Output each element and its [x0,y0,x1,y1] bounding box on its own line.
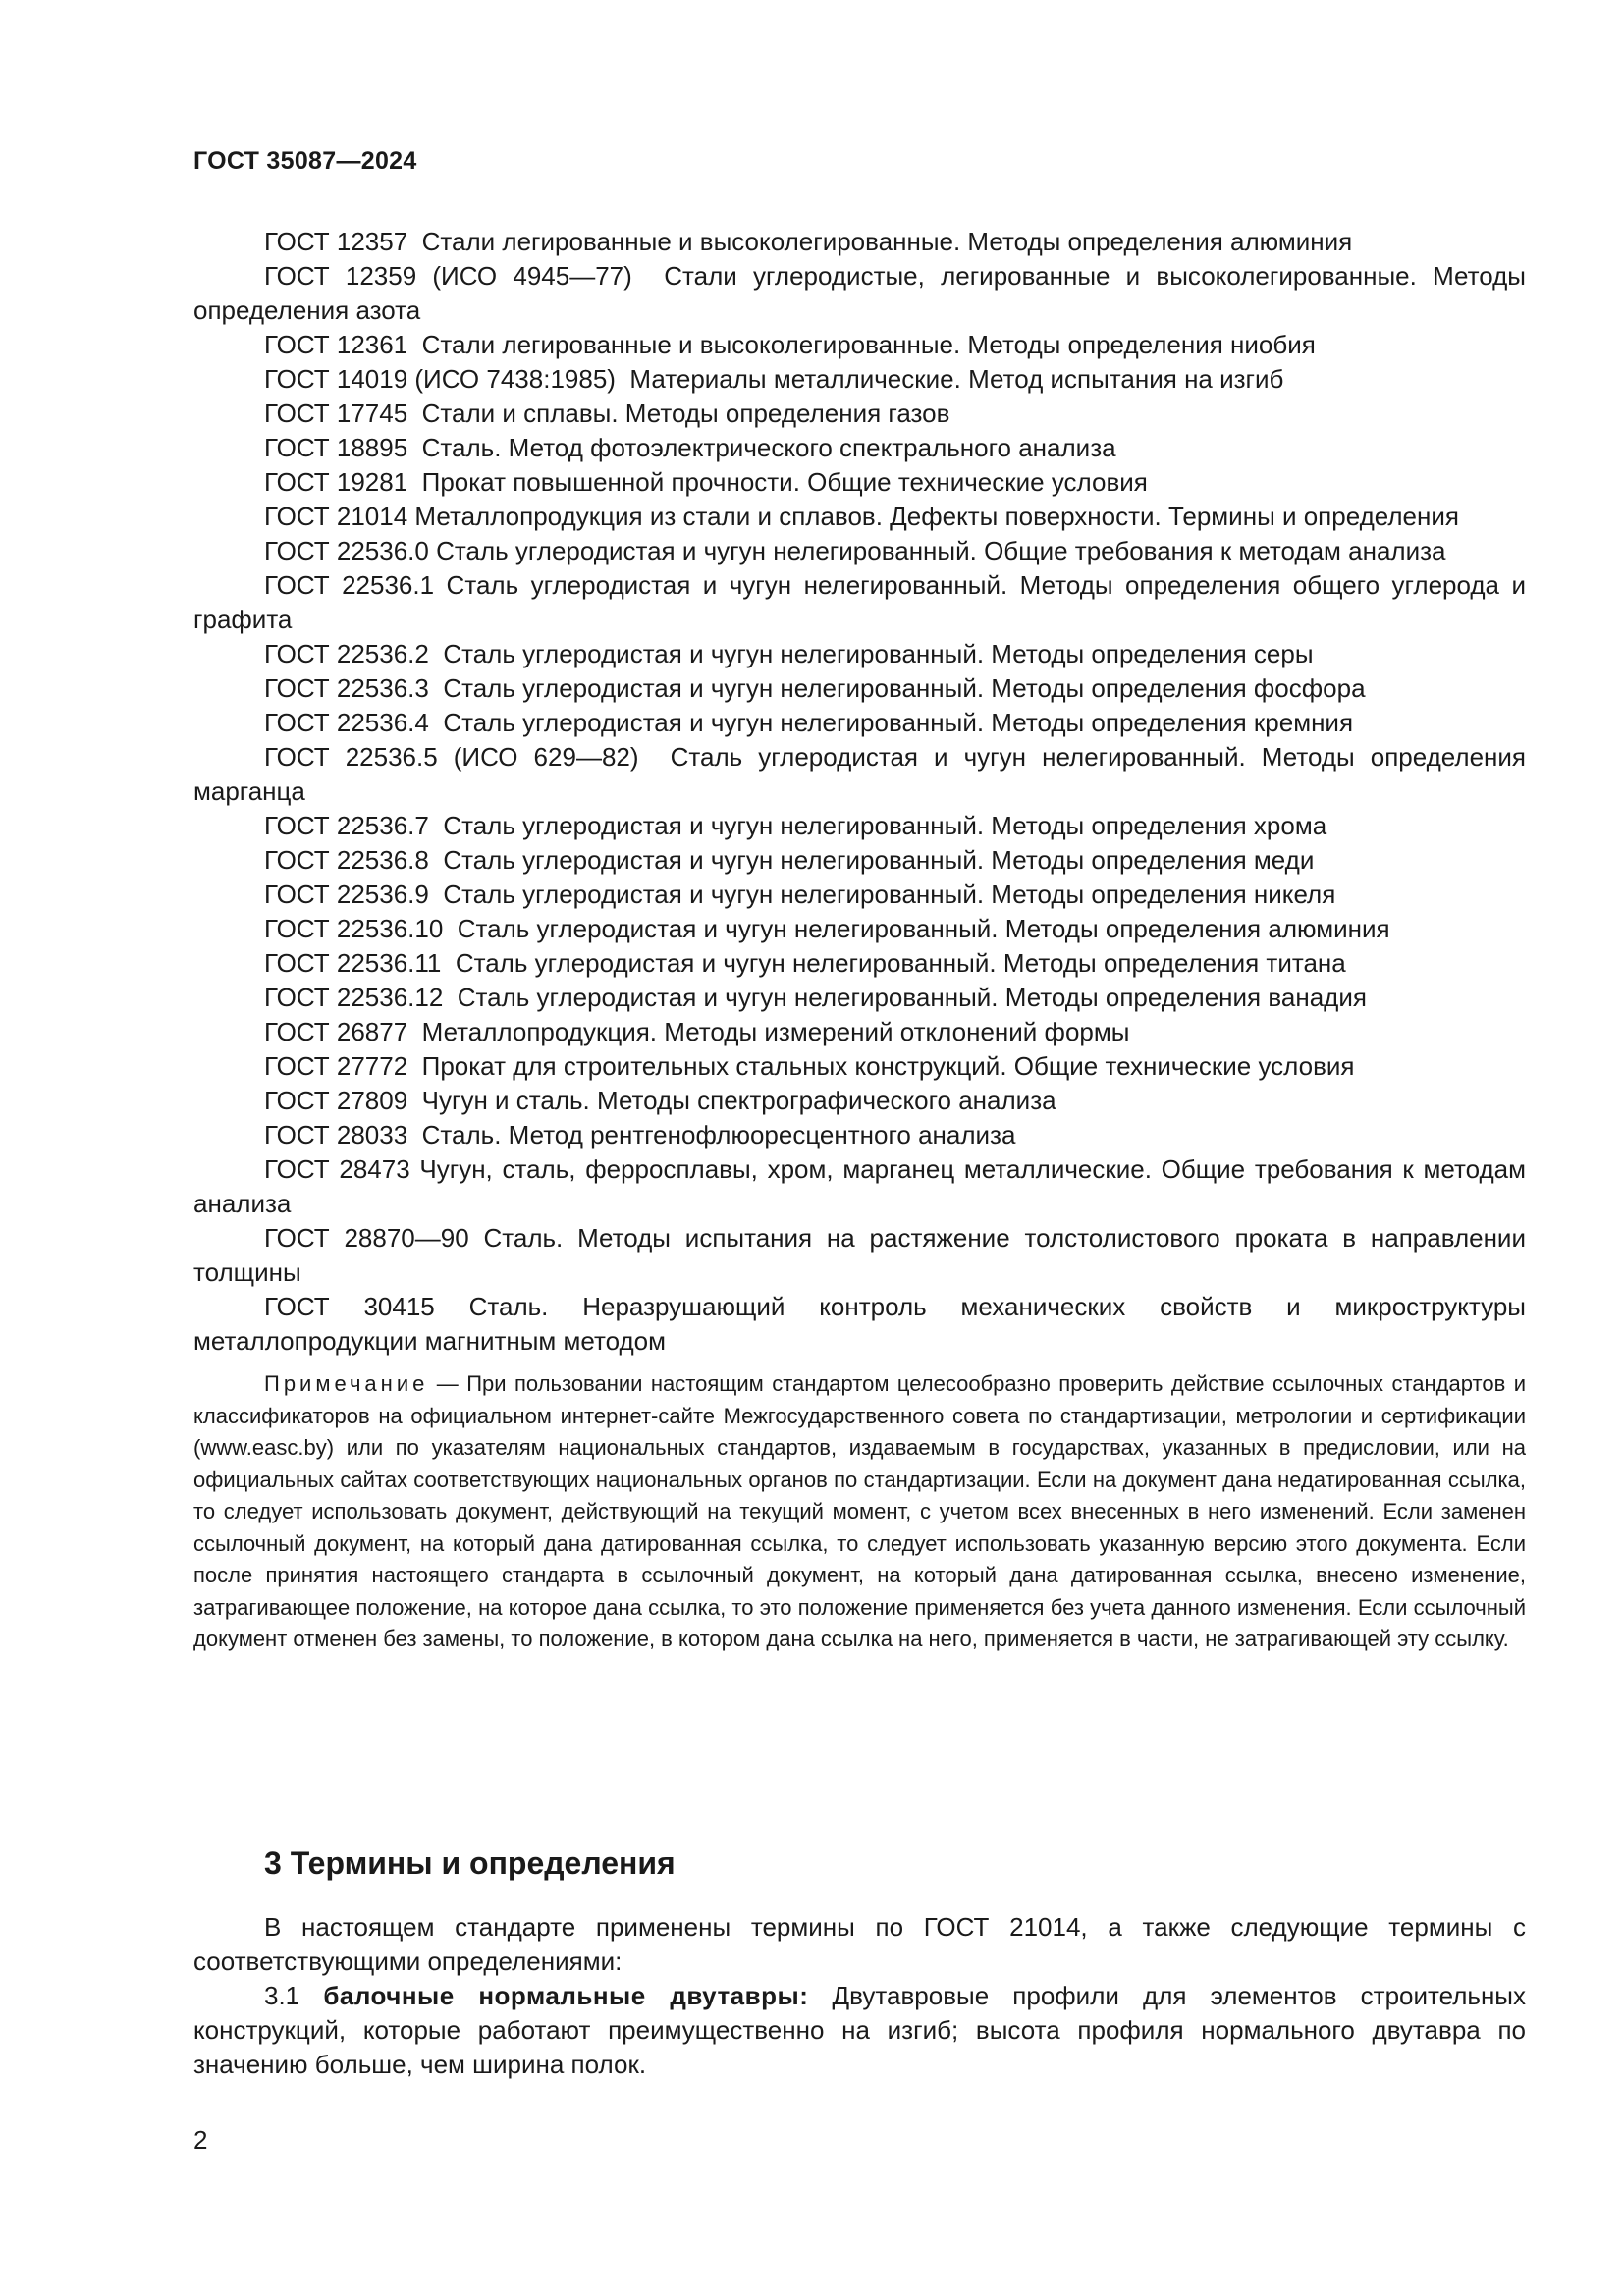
reference-title: Сталь. Метод рентгенофлюоресцентного анализа [421,1120,1016,1149]
reference-item [193,706,1526,740]
document-header: ГОСТ 35087—2024 [193,147,417,175]
reference-code: ГОСТ 22536.11 [264,948,442,978]
reference-title: Сталь углеродистая и чугун нелегированный. Методы определения меди [443,845,1315,875]
section-body [193,1910,1526,2082]
reference-title: Прокат для строительных стальных конструкций. Общие технические условия [421,1051,1355,1081]
reference-code: ГОСТ 26877 [264,1017,408,1046]
reference-title: Сталь. Неразрушающий контроль механических свойств и микроструктуры металлопродукции магнитным методом [193,1292,1526,1356]
reference-item [193,1084,1526,1118]
reference-item [193,912,1526,946]
term-number: 3.1 [264,1981,300,2010]
term-definition: Двутавровые профили для элементов строительных конструкций, которые работают преимущественно на изгиб; высота профиля нормального двутавра по значению больше, чем ширина полок. [193,1981,1526,2079]
reference-title: Сталь углеродистая и чугун нелегированный. Методы определения марганца [193,742,1526,806]
reference-item [193,740,1526,809]
reference-item [193,878,1526,912]
reference-item [193,1015,1526,1049]
note-paragraph [193,1368,1526,1656]
reference-title: Сталь. Метод фотоэлектрического спектрального анализа [421,433,1116,462]
section-intro-paragraph [193,1910,1526,1979]
reference-item [193,843,1526,878]
reference-item [193,259,1526,328]
reference-title: Стали легированные и высоколегированные. Методы определения алюминия [421,227,1353,256]
reference-title: Сталь углеродистая и чугун нелегированный. Методы определения кремния [443,708,1354,737]
reference-code: ГОСТ 22536.5 (ИСО 629—82) [264,742,639,772]
reference-code: ГОСТ 12357 [264,227,408,256]
reference-code: ГОСТ 22536.1 [264,570,435,600]
reference-code: ГОСТ 17745 [264,399,408,428]
section-intro: В настоящем стандарте применены термины по ГОСТ 21014, а также следующие термины с соответствующими определениями: [193,1912,1526,1976]
reference-code: ГОСТ 21014 [264,502,408,531]
reference-code: ГОСТ 22536.9 [264,880,429,909]
page-number: 2 [193,2125,208,2155]
reference-item [193,431,1526,465]
note-label: Примечание [264,1371,429,1396]
reference-title: Металлопродукция. Методы измерений отклонений формы [421,1017,1130,1046]
reference-item [193,1290,1526,1359]
reference-code: ГОСТ 28870—90 [264,1223,469,1253]
reference-title: Прокат повышенной прочности. Общие технические условия [421,467,1148,497]
reference-title: Сталь углеродистая и чугун нелегированный. Методы определения титана [455,948,1346,978]
reference-title: Стали и сплавы. Методы определения газов [421,399,950,428]
reference-code: ГОСТ 22536.10 [264,914,444,943]
reference-title: Сталь углеродистая и чугун нелегированный. Методы определения серы [443,639,1314,668]
reference-title: Сталь углеродистая и чугун нелегированный. Методы определения хрома [443,811,1327,840]
note-text: — При пользовании настоящим стандартом целесообразно проверить действие ссылочных стандартов и классификаторов на официальном интернет-сайте Межгосударственного совета по стандартизации, метрологии и сертификации (www.easc.by) или по указателям национальных стандартов, издаваемым в государствах, указанных в предисловии, или на официальных сайтах соответствующих национальных органов по стандартизации. Если на документ дана недатированная ссылка, то следует использовать документ, действующий на текущий момент, с учетом всех внесенных в него изменений. Если заменен ссылочный документ, на который дана датированная ссылка, то следует использовать указанную версию этого документа. Если после принятия настоящего стандарта в ссылочный документ, на который дана датированная ссылка, внесено изменение, затрагивающее положение, на которое дана ссылка, то это положение применяется без учета данного изменения. Если ссылочный документ отменен без замены, то положение, в котором дана ссылка на него, применяется в части, не затрагивающей эту ссылку. [193,1371,1526,1651]
reference-title: Сталь углеродистая и чугун нелегированный. Методы определения ванадия [457,983,1367,1012]
reference-code: ГОСТ 27772 [264,1051,408,1081]
reference-code: ГОСТ 27809 [264,1086,408,1115]
reference-title: Чугун, сталь, ферросплавы, хром, марганец металлические. Общие требования к методам анализа [193,1154,1526,1218]
reference-item [193,362,1526,397]
reference-item [193,946,1526,981]
reference-code: ГОСТ 12361 [264,330,408,359]
reference-title: Стали легированные и высоколегированные. Методы определения ниобия [421,330,1316,359]
normative-references-list [193,225,1526,1656]
reference-item [193,397,1526,431]
reference-title: Сталь. Методы испытания на растяжение толстолистового проката в направлении толщины [193,1223,1526,1287]
reference-code: ГОСТ 22536.3 [264,673,429,703]
reference-code: ГОСТ 12359 (ИСО 4945—77) [264,261,632,291]
reference-item [193,1152,1526,1221]
reference-title: Сталь углеродистая и чугун нелегированный. Общие требования к методам анализа [436,536,1446,565]
section-title: 3 Термины и определения [264,1845,676,1881]
reference-item [193,328,1526,362]
reference-code: ГОСТ 22536.12 [264,983,444,1012]
reference-code: ГОСТ 28033 [264,1120,408,1149]
reference-item [193,1118,1526,1152]
reference-code: ГОСТ 22536.8 [264,845,429,875]
reference-title: Сталь углеродистая и чугун нелегированный. Методы определения никеля [443,880,1336,909]
reference-item [193,225,1526,259]
reference-item [193,1221,1526,1290]
reference-item [193,534,1526,568]
reference-code: ГОСТ 30415 [264,1292,435,1321]
term-definition-paragraph [193,1979,1526,2082]
reference-code: ГОСТ 22536.2 [264,639,429,668]
reference-code: ГОСТ 19281 [264,467,408,497]
reference-title: Металлопродукция из стали и сплавов. Дефекты поверхности. Термины и определения [414,502,1459,531]
reference-title: Чугун и сталь. Методы спектрографического анализа [421,1086,1056,1115]
reference-code: ГОСТ 22536.4 [264,708,429,737]
reference-item [193,637,1526,671]
reference-title: Материалы металлические. Метод испытания на изгиб [629,364,1284,394]
term-name: балочные нормальные двутавры: [323,1981,809,2010]
reference-title: Стали углеродистые, легированные и высоколегированные. Методы определения азота [193,261,1526,325]
reference-item [193,465,1526,500]
reference-item [193,1049,1526,1084]
reference-title: Сталь углеродистая и чугун нелегированный. Методы определения алюминия [457,914,1390,943]
reference-item [193,981,1526,1015]
reference-item [193,568,1526,637]
reference-code: ГОСТ 18895 [264,433,408,462]
reference-code: ГОСТ 22536.0 [264,536,429,565]
reference-title: Сталь углеродистая и чугун нелегированный. Методы определения общего углерода и графита [193,570,1526,634]
reference-item [193,671,1526,706]
reference-title: Сталь углеродистая и чугун нелегированный. Методы определения фосфора [443,673,1366,703]
reference-code: ГОСТ 14019 (ИСО 7438:1985) [264,364,616,394]
reference-code: ГОСТ 28473 [264,1154,410,1184]
reference-item [193,500,1526,534]
reference-code: ГОСТ 22536.7 [264,811,429,840]
reference-item [193,809,1526,843]
